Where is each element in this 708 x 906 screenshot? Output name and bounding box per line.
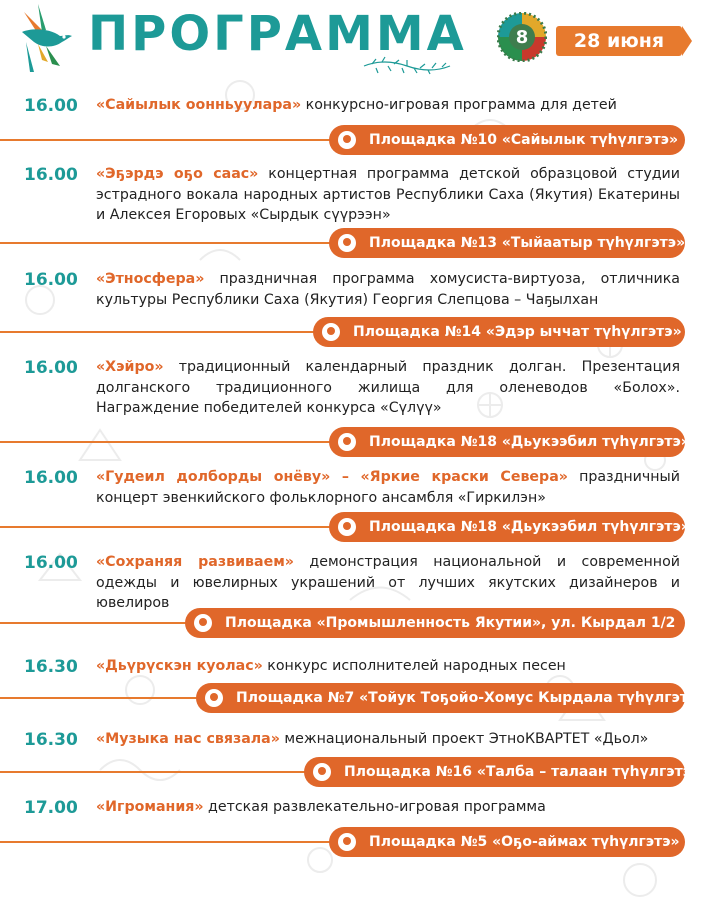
event-description <box>96 357 680 419</box>
venue-label: Площадка «Промышленность Якутии», ул. Кырдал 1/2 <box>225 615 676 631</box>
venue-label: Площадка №13 «Тыйаатыр түһүлгэтэ» <box>369 235 686 251</box>
bird-logo-icon <box>20 2 74 76</box>
event-name: «Хэйро» <box>96 359 164 375</box>
location-pin-icon <box>338 433 356 451</box>
venue-badge <box>329 427 690 457</box>
date-badge: 28 июня <box>556 26 682 56</box>
venue-badge <box>329 512 690 542</box>
venue-label: Площадка №10 «Сайылык түһүлгэтэ» <box>369 132 679 148</box>
venue-label: Площадка №5 «Оҕо-аймах түһүлгэтэ» <box>369 834 680 850</box>
divider <box>0 622 200 624</box>
event-name: «Игромания» <box>96 799 204 815</box>
event-time: 17.00 <box>24 798 78 818</box>
venue-label: Площадка №14 «Эдэр ыччат түһүлгэтэ» <box>353 324 682 340</box>
event-time: 16.00 <box>24 270 78 290</box>
location-pin-icon <box>338 131 356 149</box>
venue-badge <box>329 827 685 857</box>
event-name: «Гудеил долборды онёву» – «Яркие краски Севера» <box>96 469 568 485</box>
event-text: концертная программа детской образцовой студии эстрадного вокала народных артистов Республики Саха (Якутия) Екатерины и Алексея Егоровых «Сырдык сүүрээн» <box>96 166 680 223</box>
event-time: 16.30 <box>24 730 78 750</box>
event-description <box>96 467 680 508</box>
venue-badge <box>304 757 701 787</box>
header <box>0 0 708 80</box>
location-pin-icon <box>338 234 356 252</box>
event-time: 16.00 <box>24 468 78 488</box>
event-text: традиционный календарный праздник долган. Презентация долганского традиционного жилища для оленеводов «Болох». Награждение победителей конкурса «Сүлүү» <box>96 359 680 416</box>
venue-badge <box>329 228 685 258</box>
divider <box>0 771 330 773</box>
venue-badge <box>196 683 706 713</box>
event-time: 16.30 <box>24 657 78 677</box>
event-description <box>96 95 680 116</box>
venue-label: Площадка №18 «Дьукээбил түһүлгэтэ» <box>369 434 690 450</box>
event-name: «Музыка нас связала» <box>96 731 280 747</box>
event-description <box>96 797 680 818</box>
event-text: праздничный концерт эвенкийского фольклорного ансамбля «Гиркилэн» <box>96 469 680 506</box>
event-name: «Сохраняя развиваем» <box>96 554 294 570</box>
venue-label: Площадка №18 «Дьукээбил түһүлгэтэ» <box>369 519 690 535</box>
venue-label: Площадка №7 «Тойук Тоҕойо-Хомус Кырдала түһүлгэтэ» <box>236 690 706 706</box>
event-description <box>96 164 680 226</box>
event-text: праздничная программа хомусиста-виртуоза, отличника культуры Республики Саха (Якутия) Георгия Слепцова – Чаҕылхан <box>96 271 680 308</box>
event-text: конкурс исполнителей народных песен <box>262 658 566 674</box>
location-pin-icon <box>338 833 356 851</box>
location-pin-icon <box>194 614 212 632</box>
divider <box>0 441 360 443</box>
divider <box>0 697 220 699</box>
event-time: 16.00 <box>24 358 78 378</box>
venue-label: Площадка №16 «Талба – талаан түһүлгэтэ» <box>344 764 701 780</box>
ornament-icon <box>362 56 452 76</box>
day-number: 8 <box>515 26 529 48</box>
event-time: 16.00 <box>24 96 78 116</box>
event-description <box>96 269 680 310</box>
event-description <box>96 729 680 750</box>
location-pin-icon <box>205 689 223 707</box>
event-description <box>96 552 680 614</box>
venue-badge <box>185 608 685 638</box>
location-pin-icon <box>322 323 340 341</box>
divider <box>0 139 360 141</box>
event-time: 16.00 <box>24 165 78 185</box>
event-text: межнациональный проект ЭтноКВАРТЕТ «Дьол» <box>279 731 649 747</box>
event-description <box>96 656 680 677</box>
divider <box>0 526 360 528</box>
event-name: «Этносфера» <box>96 271 205 287</box>
venue-badge <box>313 317 685 347</box>
divider <box>0 841 360 843</box>
location-pin-icon <box>313 763 331 781</box>
event-name: «Сайылык оонньуулара» <box>96 97 302 113</box>
event-text: конкурсно-игровая программа для детей <box>301 97 617 113</box>
location-pin-icon <box>338 518 356 536</box>
event-text: детская развлекательно-игровая программа <box>203 799 546 815</box>
event-time: 16.00 <box>24 553 78 573</box>
page-title: ПРОГРАММА <box>88 6 467 62</box>
venue-badge <box>329 125 685 155</box>
divider <box>0 331 340 333</box>
event-name: «Дьүрүскэн куолас» <box>96 658 263 674</box>
event-text: демонстрация национальной и современной одежды и ювелирных украшений от лучших якутских дизайнеров и ювелиров <box>96 554 680 611</box>
event-name: «Эҕэрдэ оҕо саас» <box>96 166 259 182</box>
divider <box>0 242 360 244</box>
